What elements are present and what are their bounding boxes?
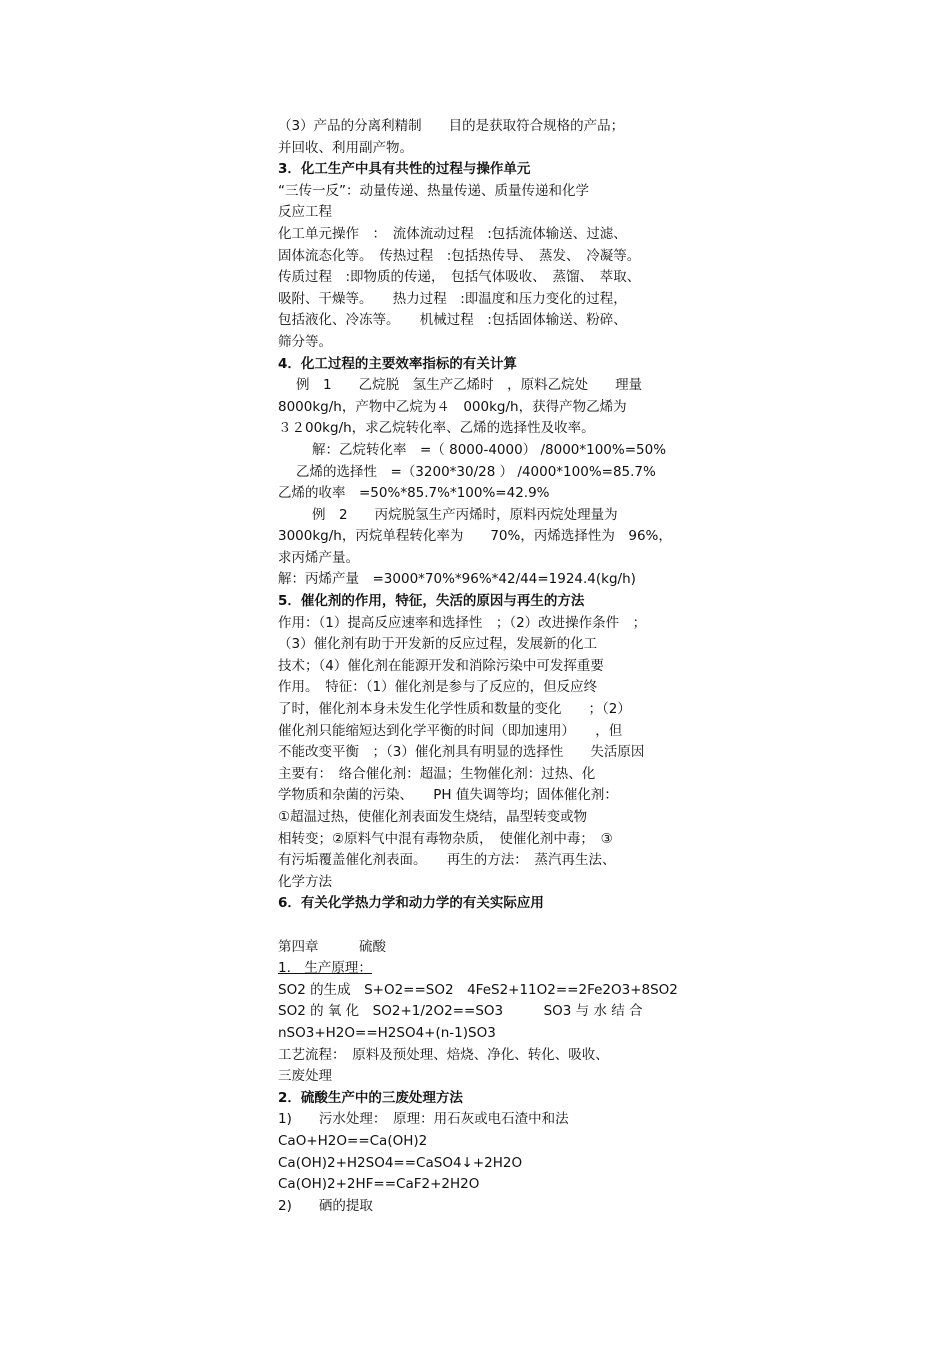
text-line: 化学方法 bbox=[278, 873, 332, 890]
text-line: 求丙烯产量。 bbox=[278, 549, 359, 566]
text-line: ３２00kg/h，求乙烷转化率、乙烯的选择性及收率。 bbox=[278, 420, 595, 437]
text-line: 解：乙烷转化率 =（ 8000-4000） /8000*100%=50% bbox=[312, 441, 667, 458]
section-heading: 2．硫酸生产中的三废处理方法 bbox=[278, 1089, 463, 1106]
text-line: 不能改变平衡 ；（3）催化剂具有明显的选择性 失活原因 bbox=[278, 744, 645, 761]
text-line: 作用。 特征：（1）催化剂是参与了反应的，但反应终 bbox=[278, 679, 598, 696]
text-line: 化工单元操作 ： 流体流动过程 :包括流体输送、过滤、 bbox=[278, 225, 627, 242]
section-heading: 3．化工生产中具有共性的过程与操作单元 bbox=[278, 161, 531, 178]
text-line: ①超温过热，使催化剂表面发生烧结，晶型转变或物 bbox=[278, 809, 588, 825]
text-line: 作用：（1）提高反应速率和选择性 ；（2）改进操作条件 ； bbox=[278, 614, 647, 631]
text-line: 吸附、干燥等。 热力过程 :即温度和压力变化的过程， bbox=[278, 290, 627, 307]
text-line: 反应工程 bbox=[278, 204, 332, 221]
text-line: “三传一反”：动量传递、热量传递、质量传递和化学 bbox=[278, 182, 589, 199]
section-heading: 6．有关化学热力学和动力学的有关实际应用 bbox=[278, 895, 544, 912]
section-heading: 5．催化剂的作用，特征，失活的原因与再生的方法 bbox=[278, 593, 585, 610]
equation-line: SO2 的生成 S+O2==SO2 4FeS2+11O2==2Fe2O3+8SO2 bbox=[278, 981, 678, 998]
text-line: 技术；（4）催化剂在能源开发和消除污染中可发挥重要 bbox=[278, 657, 604, 674]
text-line: 有污垢覆盖催化剂表面。 再生的方法： 蒸汽再生法、 bbox=[278, 852, 616, 869]
text-line: 筛分等。 bbox=[278, 333, 332, 350]
text-line: 例 2 丙烷脱氢生产丙烯时，原料丙烷处理量为 bbox=[312, 506, 618, 523]
text-line: 乙烯的收率 =50%*85.7%*100%=42.9% bbox=[278, 485, 550, 502]
section-heading: 4．化工过程的主要效率指标的有关计算 bbox=[278, 355, 517, 372]
equation-line: nSO3+H2O==H2SO4+(n-1)SO3 bbox=[278, 1024, 496, 1041]
text-line: 主要有： 络合催化剂：超温；生物催化剂：过热、化 bbox=[278, 765, 596, 782]
text-line: 固体流态化等。 传热过程 :包括热传导、 蒸发、 冷凝等。 bbox=[278, 247, 641, 264]
text-line: 包括液化、冷冻等。 机械过程 :包括固体输送、粉碎、 bbox=[278, 312, 627, 329]
equation-line: SO2 的 氧 化 SO2+1/2O2==SO3 SO3 与 水 结 合 bbox=[278, 1003, 643, 1020]
text-line: 学物质和杂菌的污染、 PH 值失调等均；固体催化剂： bbox=[278, 787, 618, 804]
text-line: （3）催化剂有助于开发新的反应过程，发展新的化工 bbox=[278, 636, 598, 653]
text-line: 催化剂只能缩短达到化学平衡的时间（即加速用） ，但 bbox=[278, 722, 623, 739]
text-line: 并回收、利用副产物。 bbox=[278, 139, 413, 156]
text-line: 例 1 乙烷脱 氢生产乙烯时 ，原料乙烷处 理量 bbox=[296, 377, 643, 394]
text-line: 三废处理 bbox=[278, 1068, 332, 1085]
text-line: 乙烯的选择性 =（3200*30/28 ） /4000*100%=85.7% bbox=[296, 463, 656, 480]
equation-line: Ca(OH)2+H2SO4==CaSO4↓+2H2O bbox=[278, 1154, 523, 1171]
text-line: 工艺流程： 原料及预处理、焙烧、净化、转化、吸收、 bbox=[278, 1046, 609, 1063]
text-line: 相转变；②原料气中混有毒物杂质， 使催化剂中毒； ③ bbox=[278, 830, 613, 847]
text-line: （3）产品的分离利精制 目的是获取符合规格的产品； bbox=[278, 118, 625, 134]
document-page bbox=[278, 116, 678, 1217]
equation-line: CaO+H2O==Ca(OH)2 bbox=[278, 1132, 428, 1149]
chapter-heading: 第四章 硫酸 bbox=[278, 938, 386, 955]
text-line: 8000kg/h，产物中乙烷为４ 000kg/h，获得产物乙烯为 bbox=[278, 398, 627, 415]
blank-line bbox=[278, 915, 678, 937]
text-line: 1) 污水处理： 原理：用石灰或电石渣中和法 bbox=[278, 1111, 569, 1128]
text-line: 了时，催化剂本身未发生化学性质和数量的变化 ；（2） bbox=[278, 701, 631, 718]
text-line: 解：丙烯产量 =3000*70%*96%*42/44=1924.4(kg/h) bbox=[278, 571, 636, 588]
text-line: 2) 硒的提取 bbox=[278, 1197, 373, 1214]
equation-line: Ca(OH)2+2HF==CaF2+2H2O bbox=[278, 1176, 480, 1193]
text-line: 3000kg/h，丙烷单程转化率为 70%，丙烯选择性为 96%， bbox=[278, 528, 672, 545]
text-line: 传质过程 :即物质的传递， 包括气体吸收、 蒸馏、 萃取、 bbox=[278, 269, 641, 286]
subheading: 1. 生产原理： bbox=[278, 960, 372, 977]
